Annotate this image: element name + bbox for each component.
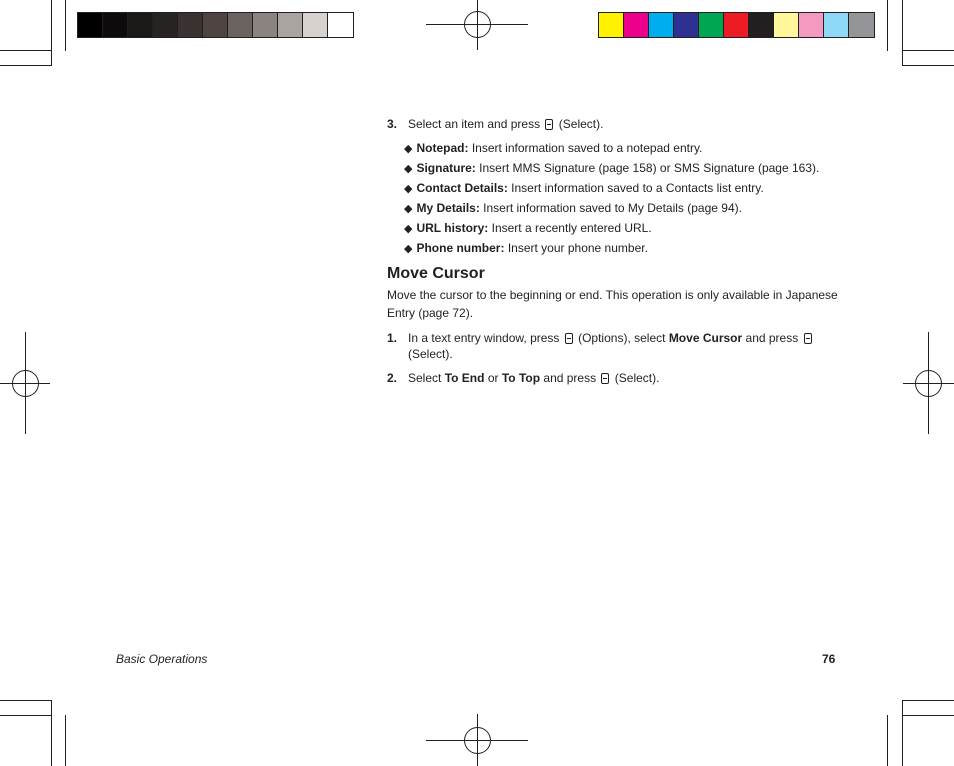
soft-key-icon xyxy=(804,333,812,344)
diamond-bullet-icon: ◆ xyxy=(404,143,413,155)
diamond-bullet-icon: ◆ xyxy=(404,203,413,215)
option-desc: Insert information saved to a Contacts list entry. xyxy=(511,181,764,195)
color-swatch xyxy=(624,13,649,37)
page-content xyxy=(387,116,857,386)
grayscale-color-bar xyxy=(77,12,354,38)
color-swatch xyxy=(153,13,178,37)
step-text: (Select). xyxy=(408,347,453,361)
color-swatch xyxy=(178,13,203,37)
process-color-bar xyxy=(598,12,875,38)
color-swatch xyxy=(799,13,824,37)
option-desc: Insert a recently entered URL. xyxy=(491,221,652,235)
soft-key-icon xyxy=(565,333,573,344)
step-2 xyxy=(387,370,857,386)
diamond-bullet-icon: ◆ xyxy=(404,223,413,235)
list-item xyxy=(404,200,857,217)
color-swatch xyxy=(253,13,278,37)
menu-option-name: To Top xyxy=(501,371,541,385)
option-term: URL history: xyxy=(416,221,489,235)
color-swatch xyxy=(599,13,624,37)
page-number: 76 xyxy=(822,652,836,666)
color-swatch xyxy=(774,13,799,37)
color-swatch xyxy=(228,13,253,37)
color-swatch xyxy=(203,13,228,37)
color-swatch xyxy=(303,13,328,37)
step-text: (Select). xyxy=(558,117,604,131)
footer-section-name: Basic Operations xyxy=(116,652,208,666)
option-desc: Insert MMS Signature (page 158) or SMS Signature (page 163). xyxy=(479,161,820,175)
step-1 xyxy=(387,330,857,362)
step-text: Select an item and press xyxy=(408,117,541,131)
list-item xyxy=(404,160,857,177)
step-text: Select xyxy=(408,371,442,385)
color-swatch xyxy=(278,13,303,37)
option-term: Contact Details: xyxy=(416,181,508,195)
insert-options-list xyxy=(404,140,857,257)
step-text: (Options), select xyxy=(578,331,666,345)
option-desc: Insert information saved to a notepad entry. xyxy=(471,141,703,155)
diamond-bullet-icon: ◆ xyxy=(404,183,413,195)
list-item xyxy=(404,140,857,157)
section-title: Move Cursor xyxy=(387,265,485,282)
diamond-bullet-icon: ◆ xyxy=(404,243,413,255)
option-term: My Details: xyxy=(416,201,480,215)
color-swatch xyxy=(749,13,774,37)
option-term: Notepad: xyxy=(416,141,469,155)
step-text: and press xyxy=(745,331,799,345)
diamond-bullet-icon: ◆ xyxy=(404,163,413,175)
list-item xyxy=(404,240,857,257)
step-text: In a text entry window, press xyxy=(408,331,560,345)
step-text: or xyxy=(487,371,499,385)
option-term: Signature: xyxy=(416,161,476,175)
soft-key-icon xyxy=(601,373,609,384)
soft-key-icon xyxy=(545,119,553,130)
color-swatch xyxy=(724,13,749,37)
color-swatch xyxy=(824,13,849,37)
menu-option-name: Move Cursor xyxy=(668,331,743,345)
color-swatch xyxy=(128,13,153,37)
option-desc: Insert information saved to My Details (page 94). xyxy=(483,201,742,215)
list-item xyxy=(404,180,857,197)
option-desc: Insert your phone number. xyxy=(507,241,648,255)
menu-option-name: To End xyxy=(444,371,485,385)
color-swatch xyxy=(103,13,128,37)
list-item xyxy=(404,220,857,237)
color-swatch xyxy=(699,13,724,37)
option-term: Phone number: xyxy=(416,241,505,255)
step-number: 2. xyxy=(387,371,398,385)
section-description: Move the cursor to the beginning or end. This operation is only available in Japanese Entry (page 72). xyxy=(387,288,838,320)
step-3 xyxy=(387,116,857,132)
color-swatch xyxy=(674,13,699,37)
step-number: 3. xyxy=(387,117,398,131)
step-text: (Select). xyxy=(614,371,660,385)
step-text: and press xyxy=(543,371,597,385)
color-swatch xyxy=(849,13,874,37)
color-swatch xyxy=(649,13,674,37)
color-swatch xyxy=(328,13,353,37)
step-number: 1. xyxy=(387,331,398,345)
color-swatch xyxy=(78,13,103,37)
